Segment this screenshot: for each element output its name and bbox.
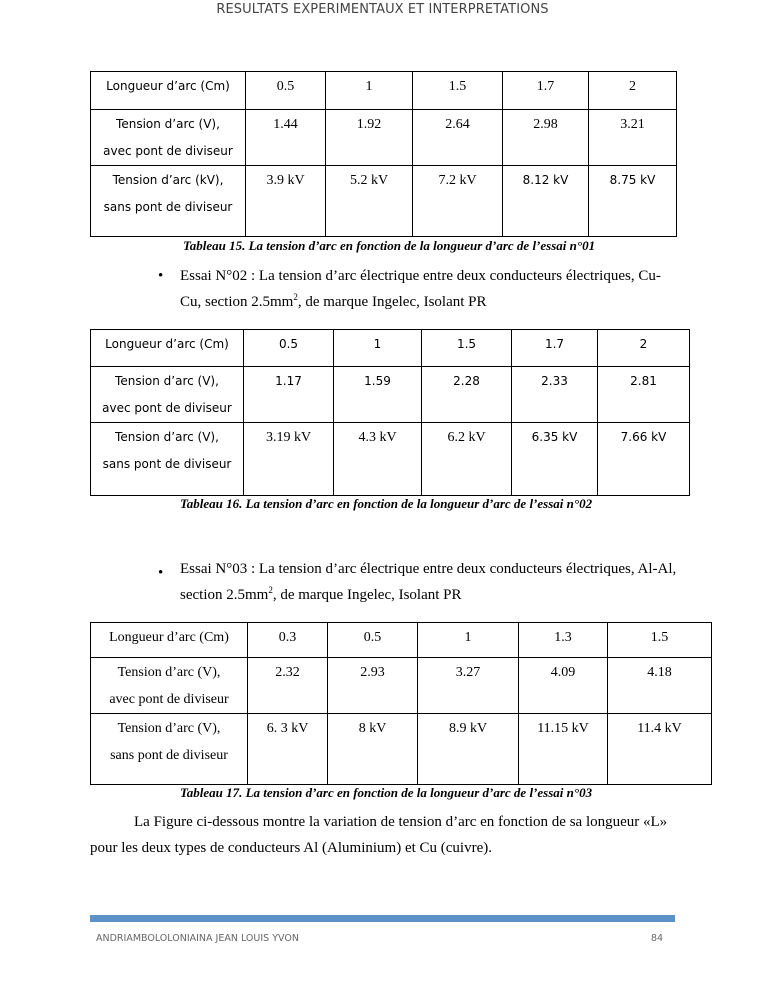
cell-value: 1.3: [519, 623, 608, 658]
row-label: Longueur d’arc (Cm): [91, 330, 244, 367]
cell-value: 1.92: [326, 110, 413, 166]
cell-value: 3.21: [589, 110, 677, 166]
page-header: RESULTATS EXPERIMENTAUX ET INTERPRETATIONS: [216, 2, 549, 17]
row-label: Tension d’arc (V), sans pont de diviseur: [91, 423, 244, 496]
cell-value: 0.5: [328, 623, 418, 658]
cell-value: 1.59: [334, 367, 422, 423]
page-number: 84: [651, 933, 664, 944]
table-row: [91, 714, 712, 785]
bullet-icon: •: [158, 268, 164, 284]
table-row: [91, 658, 712, 714]
row-label: Tension d’arc (V), avec pont de diviseur: [91, 110, 246, 166]
table-row: [91, 423, 690, 496]
cell-value: 5.2 kV: [326, 166, 413, 237]
cell-value: 1.7: [512, 330, 598, 367]
row-label: Tension d’arc (kV), sans pont de diviseur: [91, 166, 246, 237]
cell-value: 6.2 kV: [422, 423, 512, 496]
cell-value: 6.35 kV: [512, 423, 598, 496]
table-row: [91, 623, 712, 658]
table-essai-02: [90, 329, 690, 496]
cell-value: 1.7: [503, 72, 589, 110]
cell-value: 2: [589, 72, 677, 110]
essai-03-description: Essai N°03 : La tension d’arc électrique entre deux conducteurs électriques, Al-Al, section $2.5mm^2$, de marque Ingelec, Isolant PR: [180, 561, 677, 603]
cell-value: 2: [598, 330, 690, 367]
table-row: [91, 110, 677, 166]
body-paragraph: La Figure ci-dessous montre la variation de tension d’arc en fonction de sa longueur «L» pour les deux types de conducteurs Al (Aluminium) et Cu (cuivre).: [90, 814, 668, 856]
table-row: [91, 72, 677, 110]
row-label: Tension d’arc (V), avec pont de diviseur: [91, 367, 244, 423]
cell-value: 1: [326, 72, 413, 110]
cell-value: 3.9 kV: [246, 166, 326, 237]
cell-value: 7.66 kV: [598, 423, 690, 496]
row-label: Tension d’arc (V), sans pont de diviseur: [91, 714, 248, 785]
cell-value: 1.5: [422, 330, 512, 367]
cell-value: 3.27: [418, 658, 519, 714]
cell-value: 1.17: [244, 367, 334, 423]
cell-value: 4.3 kV: [334, 423, 422, 496]
cell-value: 8.12 kV: [503, 166, 589, 237]
cell-value: 8 kV: [328, 714, 418, 785]
cell-value: 2.33: [512, 367, 598, 423]
cell-value: 1.5: [413, 72, 503, 110]
cell-value: 1: [334, 330, 422, 367]
cell-value: 0.3: [248, 623, 328, 658]
essai-02-description: Essai N°02 : La tension d’arc électrique entre deux conducteurs électriques, Cu- Cu, section $2.5mm^2$, de marque Ingelec, Isolant PR: [180, 268, 661, 310]
cell-value: 8.9 kV: [418, 714, 519, 785]
cell-value: 0.5: [244, 330, 334, 367]
table-caption: Tableau 15. La tension d’arc en fonction de la longueur d’arc de l’essai n°01: [183, 238, 596, 253]
cell-value: 3.19 kV: [244, 423, 334, 496]
row-label: Longueur d’arc (Cm): [91, 72, 246, 110]
footer-divider: [90, 915, 675, 922]
table-row: [91, 367, 690, 423]
footer-author: ANDRIAMBOLOLONIAINA JEAN LOUIS YVON: [96, 933, 299, 944]
cell-value: 7.2 kV: [413, 166, 503, 237]
cell-value: 1.5: [608, 623, 712, 658]
table-essai-01: [90, 71, 677, 237]
cell-value: 2.64: [413, 110, 503, 166]
cell-value: 4.09: [519, 658, 608, 714]
cell-value: 2.28: [422, 367, 512, 423]
cell-value: 11.15 kV: [519, 714, 608, 785]
cell-value: 1.44: [246, 110, 326, 166]
bullet-icon: •: [158, 565, 164, 581]
table-row: [91, 166, 677, 237]
table-essai-03: [90, 622, 712, 785]
cell-value: 4.18: [608, 658, 712, 714]
cell-value: 2.81: [598, 367, 690, 423]
cell-value: 0.5: [246, 72, 326, 110]
cell-value: 2.32: [248, 658, 328, 714]
cell-value: 11.4 kV: [608, 714, 712, 785]
table-row: [91, 330, 690, 367]
cell-value: 1: [418, 623, 519, 658]
table-caption: Tableau 16. La tension d’arc en fonction de la longueur d’arc de l’essai n°02: [180, 496, 593, 511]
cell-value: 2.93: [328, 658, 418, 714]
row-label: Longueur d’arc (Cm): [91, 623, 248, 658]
cell-value: 2.98: [503, 110, 589, 166]
cell-value: 6. 3 kV: [248, 714, 328, 785]
row-label: Tension d’arc (V), avec pont de diviseur: [91, 658, 248, 714]
table-caption: Tableau 17. La tension d’arc en fonction de la longueur d’arc de l’essai n°03: [180, 785, 593, 800]
cell-value: 8.75 kV: [589, 166, 677, 237]
